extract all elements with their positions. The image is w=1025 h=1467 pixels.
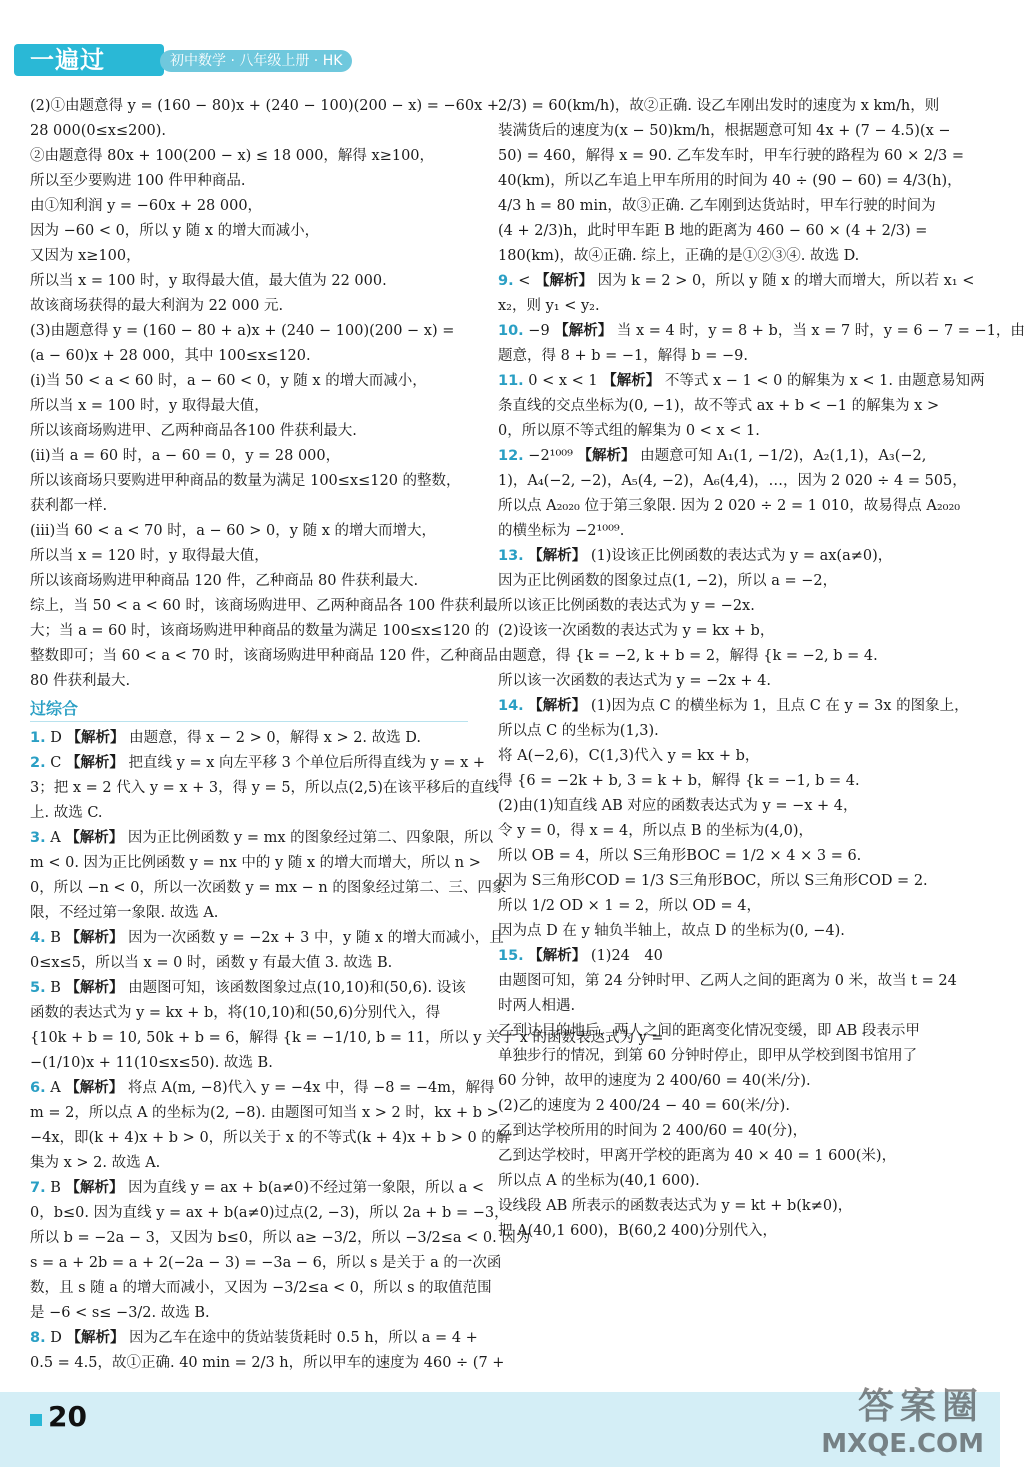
answer-line: [498, 944, 968, 969]
watermark-line1: 答案圈: [857, 1386, 984, 1427]
answer-line: [30, 951, 468, 976]
question-number: 13.: [498, 548, 524, 564]
answer-line: [30, 851, 481, 876]
question-number: 8.: [30, 1330, 46, 1346]
answer-line: [498, 344, 968, 369]
analysis-tag: 【解析】: [554, 323, 613, 339]
question-number: 11.: [498, 373, 524, 389]
answer-text: 将 A(−2,6)，C(1,3)代入 y = kx + b，: [498, 748, 760, 764]
answer-text: 由题图可知，第 24 分钟时甲、乙两人之间的距离为 0 米，故当 t = 24: [498, 973, 957, 989]
answer-line: [498, 969, 968, 994]
answer-text: {10k + b = 10, 50k + b = 6，解得 {k = −1/10, b = 11，所以 y 关于 x 的函数表达式为 y =: [30, 1030, 664, 1046]
answer-text: 函数的表达式为 y = kx + b，将(10,10)和(50,6)分别代入，得: [30, 1005, 441, 1021]
answer-line: [30, 876, 507, 901]
analysis-tag: 【解析】: [65, 1180, 124, 1196]
answer-text: 因为正比例函数 y = mx 的图象经过第二、四象限，所以: [127, 830, 494, 846]
answer-text: 因为点 D 在 y 轴负半轴上，故点 D 的坐标为(0, −4).: [498, 923, 845, 939]
answer-item: [498, 544, 968, 694]
answer-line: [30, 1201, 509, 1226]
answer-line: [30, 1226, 531, 1251]
answer-text: 0.5 = 4.5，故①正确. 40 min = 2/3 h，所以甲车的速度为 460 ÷ (7 +: [30, 1355, 505, 1371]
text-line: 80 件获利最大.: [30, 673, 131, 689]
answer-text: 0，b≤0. 因为直线 y = ax + b(a≠0)过点(2, −3)，所以 2a + b = −3，: [30, 1205, 509, 1221]
right-top-text: [498, 94, 968, 269]
answer-choice: −9: [528, 323, 550, 339]
analysis-tag: 【解析】: [534, 273, 593, 289]
answer-text: 3；把 x = 2 代入 y = x + 3，得 y = 5，所以点(2,5)在该平移后的直线: [30, 780, 499, 796]
text-line: 获利都一样.: [30, 498, 108, 514]
question-number: 5.: [30, 980, 46, 996]
answer-line: [30, 776, 499, 801]
left-top-text: [30, 94, 500, 694]
text-line: (4 + 2/3)h，此时甲车距 B 地的距离为 460 − 60 × (4 + 2/3) =: [498, 223, 928, 239]
answer-item: [498, 319, 1025, 369]
answer-text: (2)设该一次函数的表达式为 y = kx + b，: [498, 623, 775, 639]
analysis-tag: 【解析】: [65, 755, 124, 771]
answer-line: [30, 1301, 468, 1326]
answer-text: (2)乙的速度为 2 400/24 − 40 = 60(米/分).: [498, 1098, 790, 1114]
answer-line: [30, 901, 468, 926]
answer-text: 所以 b = −2a − 3，又因为 b≤0，所以 a≥ −3/2，所以 −3/2≤a < 0. 因为: [30, 1230, 531, 1246]
answer-text: −4x，即(k + 4)x + b > 0，所以关于 x 的不等式(k + 4)x + b > 0 的解: [30, 1130, 511, 1146]
answer-line: [498, 769, 968, 794]
answer-line: [30, 1026, 664, 1051]
analysis-tag: 【解析】: [577, 448, 636, 464]
question-number: 10.: [498, 323, 524, 339]
question-number: 7.: [30, 1180, 46, 1196]
answer-text: 因为直线 y = ax + b(a≠0)不经过第一象限，所以 a <: [128, 1180, 485, 1196]
answer-choice: D: [50, 730, 62, 746]
page-mark: [30, 1414, 42, 1426]
answer-line: [498, 1219, 968, 1244]
answer-text: (1)设该正比例函数的表达式为 y = ax(a≠0)，: [590, 548, 893, 564]
answer-line: [30, 926, 504, 951]
answer-line: [498, 269, 975, 294]
answer-text: 所以点 C 的坐标为(1,3).: [498, 723, 659, 739]
analysis-tag: 【解析】: [528, 698, 587, 714]
answer-line: [498, 894, 968, 919]
answer-text: 由题意可知 A₁(1, −1/2)，A₂(1,1)，A₃(−2,: [640, 448, 927, 464]
answer-line: [498, 869, 968, 894]
analysis-tag: 【解析】: [65, 1080, 124, 1096]
answer-line: [498, 444, 968, 469]
answer-text: 条直线的交点坐标为(0, −1)，故不等式 ax + b < −1 的解集为 x >: [498, 398, 940, 414]
question-number: 1.: [30, 730, 46, 746]
watermark-line2: MXQE.COM: [821, 1429, 984, 1459]
answer-choice: C: [50, 755, 62, 771]
answer-text: 数，且 s 随 a 的增大而减小，又因为 −3/2≤a < 0，所以 s 的取值范围: [30, 1280, 492, 1296]
answer-line: [30, 1051, 468, 1076]
answer-text: 乙到达目的地后，两人之间的距离变化情况变缓，即 AB 段表示甲: [498, 1023, 920, 1039]
text-line: (ⅰ)当 50 < a < 60 时，a − 60 < 0，y 随 x 的增大而减小，: [30, 373, 427, 389]
text-line: 所以当 x = 100 时，y 取得最大值，最大值为 22 000.: [30, 273, 387, 289]
answer-text: 0，所以原不等式组的解集为 0 < x < 1.: [498, 423, 760, 439]
question-number: 15.: [498, 948, 524, 964]
answer-text: 60 分钟，故甲的速度为 2 400/60 = 40(米/分).: [498, 1073, 811, 1089]
answer-item: [498, 269, 975, 319]
book-subtitle: 初中数学 · 八年级上册 · HK: [160, 50, 352, 72]
page-number: 20: [48, 1400, 87, 1433]
text-line: 所以当 x = 120 时，y 取得最大值，: [30, 548, 269, 564]
answer-text: 因为 k = 2 > 0，所以 y 随 x 的增大而增大，所以若 x₁ <: [597, 273, 975, 289]
answer-text: 的横坐标为 −2¹⁰⁰⁹.: [498, 523, 625, 539]
answer-line: [498, 494, 968, 519]
right-answers: [498, 269, 1025, 1244]
text-line: 所以该商场只要购进甲种商品的数量为满足 100≤x≤120 的整数，: [30, 473, 461, 489]
answer-line: [30, 1276, 492, 1301]
answer-line: [30, 801, 468, 826]
answer-text: m = 2，所以点 A 的坐标为(2, −8). 由题图可知当 x > 2 时，kx + b >: [30, 1105, 499, 1121]
analysis-tag: 【解析】: [65, 830, 124, 846]
answer-item: [498, 694, 968, 944]
answer-item: [30, 926, 504, 976]
answer-line: [30, 1151, 468, 1176]
text-line: 28 000(0≤x≤200).: [30, 123, 167, 139]
answer-item: [498, 444, 968, 544]
answer-text: 时两人相遇.: [498, 998, 576, 1014]
answer-line: [498, 1169, 968, 1194]
answer-text: 0≤x≤5，所以当 x = 0 时，函数 y 有最大值 3. 故选 B.: [30, 955, 393, 971]
answer-line: [30, 1176, 485, 1201]
answer-text: 设线段 AB 所表示的函数表达式为 y = kt + b(k≠0)，: [498, 1198, 853, 1214]
text-line: 2/3) = 60(km/h)，故②正确. 设乙车刚出发时的速度为 x km/h，则: [498, 98, 940, 114]
text-line: 所以该商场购进甲、乙两种商品各100 件获利最大.: [30, 423, 357, 439]
answer-item: [30, 751, 499, 826]
answer-choice: B: [50, 1180, 61, 1196]
answer-choice: B: [50, 930, 61, 946]
answer-choice: B: [50, 980, 61, 996]
text-line: 综上，当 50 < a < 60 时，该商场购进甲、乙两种商品各 100 件获利最: [30, 598, 498, 614]
text-line: 所以该商场购进甲种商品 120 件，乙种商品 80 件获利最大.: [30, 573, 419, 589]
answer-item: [30, 1076, 511, 1176]
text-line: 因为 −60 < 0，所以 y 随 x 的增大而减小，: [30, 223, 320, 239]
answer-item: [30, 1176, 531, 1326]
answer-text: s = a + 2b = a + 2(−2a − 3) = −3a − 6，所以 s 是关于 a 的一次函: [30, 1255, 502, 1271]
answer-choice: A: [50, 830, 61, 846]
answer-line: [498, 1194, 968, 1219]
answer-choice: A: [50, 1080, 61, 1096]
question-number: 4.: [30, 930, 46, 946]
answer-line: [30, 976, 468, 1001]
answer-line: [498, 544, 968, 569]
answer-text: 题意，得 8 + b = −1，解得 b = −9.: [498, 348, 748, 364]
watermark: [821, 1378, 984, 1459]
answer-choice: D: [50, 1330, 62, 1346]
analysis-tag: 【解析】: [65, 980, 124, 996]
answer-text: 因为正比例函数的图象过点(1, −2)，所以 a = −2，: [498, 573, 838, 589]
analysis-tag: 【解析】: [528, 948, 587, 964]
answer-text: 所以点 A₂₀₂₀ 位于第三象限. 因为 2 020 ÷ 2 = 1 010，故易得点 A₂₀₂₀: [498, 498, 961, 514]
answer-line: [30, 1251, 502, 1276]
answer-line: [30, 1351, 505, 1376]
answer-line: [498, 1144, 968, 1169]
answer-text: 乙到达学校所用的时间为 2 400/60 = 40(分)，: [498, 1123, 808, 1139]
answer-line: [498, 594, 968, 619]
answer-text: 令 y = 0，得 x = 4，所以点 B 的坐标为(4,0)，: [498, 823, 814, 839]
answer-line: [498, 1069, 968, 1094]
text-line: 4/3 h = 80 min，故③正确. 乙车刚到达货站时，甲车行驶的时间为: [498, 198, 936, 214]
answer-item: [30, 726, 468, 751]
answer-text: 因为乙车在途中的货站装货耗时 0.5 h，所以 a = 4 +: [129, 1330, 478, 1346]
answer-line: [498, 694, 968, 719]
text-line: 50) = 460，解得 x = 90. 乙车发车时，甲车行驶的路程为 60 × 2/3 =: [498, 148, 964, 164]
answer-text: 所以点 A 的坐标为(40,1 600).: [498, 1173, 700, 1189]
answer-text: 所以该一次函数的表达式为 y = −2x + 4.: [498, 673, 771, 689]
answer-line: [498, 744, 968, 769]
answer-line: [30, 751, 486, 776]
answer-text: 由题意，得 x − 2 > 0，解得 x > 2. 故选 D.: [129, 730, 421, 746]
answer-text: 所以该正比例函数的表达式为 y = −2x.: [498, 598, 755, 614]
answer-text: 所以 1/2 OD × 1 = 2，所以 OD = 4，: [498, 898, 761, 914]
answer-text: 因为 S三角形COD = 1/3 S三角形BOC，所以 S三角形COD = 2.: [498, 873, 928, 889]
analysis-tag: 【解析】: [65, 930, 124, 946]
text-line: (ⅱ)当 a = 60 时，a − 60 = 0，y = 28 000，: [30, 448, 341, 464]
analysis-tag: 【解析】: [66, 730, 125, 746]
answer-text: 0，所以 −n < 0，所以一次函数 y = mx − n 的图象经过第二、三、四象: [30, 880, 507, 896]
answer-choice: 0 < x < 1: [528, 373, 598, 389]
question-number: 3.: [30, 830, 46, 846]
answer-text: 由题意，得 {k = −2, k + b = 2，解得 {k = −2, b = 4.: [498, 648, 878, 664]
answer-line: [498, 919, 968, 944]
answer-line: [498, 1019, 968, 1044]
text-line: 40(km)，所以乙车追上甲车所用的时间为 40 ÷ (90 − 60) = 4/3(h)，: [498, 173, 962, 189]
answer-line: [30, 1076, 495, 1101]
text-line: (3)由题意得 y = (160 − 80 + a)x + (240 − 100)(200 − x) =: [30, 323, 455, 339]
answer-line: [498, 819, 968, 844]
text-line: 大；当 a = 60 时，该商场购进甲种商品的数量为满足 100≤x≤120 的: [30, 623, 490, 639]
answer-line: [30, 826, 494, 851]
text-line: 所以至少要购进 100 件甲种商品.: [30, 173, 246, 189]
question-number: 9.: [498, 273, 514, 289]
answer-text: 因为一次函数 y = −2x + 3 中，y 随 x 的增大而减小，且: [128, 930, 504, 946]
answer-choice: <: [518, 273, 531, 289]
analysis-tag: 【解析】: [66, 1330, 125, 1346]
text-line: 故该商场获得的最大利润为 22 000 元.: [30, 298, 284, 314]
answer-item: [30, 826, 507, 926]
answer-line: [498, 394, 968, 419]
answer-item: [498, 944, 968, 1244]
answer-line: [30, 1326, 478, 1351]
answer-text: −(1/10)x + 11(10≤x≤50). 故选 B.: [30, 1055, 273, 1071]
answer-line: [30, 1126, 511, 1151]
text-line: 又因为 x≥100，: [30, 248, 141, 264]
answer-choice: −2¹⁰⁰⁹: [528, 448, 573, 464]
answer-line: [498, 1119, 968, 1144]
question-number: 12.: [498, 448, 524, 464]
answer-text: 限，不经过第一象限. 故选 A.: [30, 905, 219, 921]
text-line: 所以当 x = 100 时，y 取得最大值，: [30, 398, 269, 414]
answer-text: 集为 x > 2. 故选 A.: [30, 1155, 161, 1171]
answer-line: [498, 419, 968, 444]
analysis-tag: 【解析】: [602, 373, 661, 389]
analysis-tag: 【解析】: [528, 548, 587, 564]
answer-line: [30, 1001, 468, 1026]
answer-line: [498, 719, 968, 744]
answer-text: (1)因为点 C 的横坐标为 1，且点 C 在 y = 3x 的图象上，: [590, 698, 969, 714]
answer-line: [498, 669, 968, 694]
answer-text: 不等式 x − 1 < 0 的解集为 x < 1. 由题意易知两: [664, 373, 985, 389]
answer-text: 把直线 y = x 向左平移 3 个单位后所得直线为 y = x +: [128, 755, 486, 771]
answer-line: [498, 1094, 968, 1119]
answer-line: [498, 519, 968, 544]
answer-line: [498, 619, 968, 644]
answer-text: m < 0. 因为正比例函数 y = nx 中的 y 随 x 的增大而增大，所以 n >: [30, 855, 481, 871]
text-line: (ⅲ)当 60 < a < 70 时，a − 60 > 0，y 随 x 的增大而增大，: [30, 523, 436, 539]
answer-line: [498, 569, 968, 594]
page-header: [0, 0, 1000, 90]
answer-text: 当 x = 4 时，y = 8 + b，当 x = 7 时，y = 6 − 7 = −1，由: [616, 323, 1025, 339]
answer-item: [30, 1326, 505, 1376]
text-line: (2)①由题意得 y = (160 − 80)x + (240 − 100)(200 − x) = −60x +: [30, 98, 500, 114]
answer-text: x₂，则 y₁ < y₂.: [498, 298, 600, 314]
answer-text: 所以 OB = 4，所以 S三角形BOC = 1/2 × 4 × 3 = 6.: [498, 848, 862, 864]
text-line: (a − 60)x + 28 000，其中 100≤x≤120.: [30, 348, 311, 364]
answer-text: 乙到达学校时，甲离开学校的距离为 40 × 40 = 1 600(米)，: [498, 1148, 897, 1164]
answer-text: 上. 故选 C.: [30, 805, 103, 821]
question-number: 6.: [30, 1080, 46, 1096]
answer-text: 1)，A₄(−2, −2)，A₅(4, −2)，A₆(4,4)，…，因为 2 020 ÷ 4 = 505，: [498, 473, 967, 489]
answer-line: [498, 794, 968, 819]
answer-text: (2)由(1)知直线 AB 对应的函数表达式为 y = −x + 4，: [498, 798, 858, 814]
question-number: 14.: [498, 698, 524, 714]
answer-text: 由题图可知，该函数图象过点(10,10)和(50,6). 设该: [128, 980, 466, 996]
answer-line: [498, 469, 968, 494]
answer-line: [498, 844, 968, 869]
answer-line: [498, 644, 968, 669]
answer-text: 得 {6 = −2k + b, 3 = k + b，解得 {k = −1, b = 4.: [498, 773, 860, 789]
answer-line: [498, 1044, 968, 1069]
question-number: 2.: [30, 755, 46, 771]
text-line: 180(km)，故④正确. 综上，正确的是①②③④. 故选 D.: [498, 248, 860, 264]
answer-text: 单独步行的情况，到第 60 分钟时停止，即甲从学校到图书馆用了: [498, 1048, 918, 1064]
answer-line: [30, 726, 468, 751]
answer-line: [498, 994, 968, 1019]
section-title: 过综合: [30, 696, 468, 722]
answer-line: [498, 294, 968, 319]
right-column: [498, 94, 1025, 1244]
answer-item: [498, 369, 985, 444]
answer-line: [498, 369, 985, 394]
brand-logo: 一遍过: [30, 46, 105, 74]
answer-text: 是 −6 < s≤ −3/2. 故选 B.: [30, 1305, 210, 1321]
text-line: 由①知利润 y = −60x + 28 000，: [30, 198, 263, 214]
text-line: ②由题意得 80x + 100(200 − x) ≤ 18 000，解得 x≥100，: [30, 148, 435, 164]
answer-line: [498, 319, 1025, 344]
text-line: 装满货后的速度为(x − 50)km/h，根据题意可知 4x + (7 − 4.5)(x −: [498, 123, 951, 139]
answer-line: [30, 1101, 499, 1126]
text-line: 整数即可；当 60 < a < 70 时，该商场购进甲种商品 120 件，乙种商品: [30, 648, 498, 664]
answer-text: 把 A(40,1 600)，B(60,2 400)分别代入，: [498, 1223, 778, 1239]
answer-text: (1)24 40: [590, 948, 663, 964]
answer-text: 将点 A(m, −8)代入 y = −4x 中，得 −8 = −4m，解得: [127, 1080, 495, 1096]
